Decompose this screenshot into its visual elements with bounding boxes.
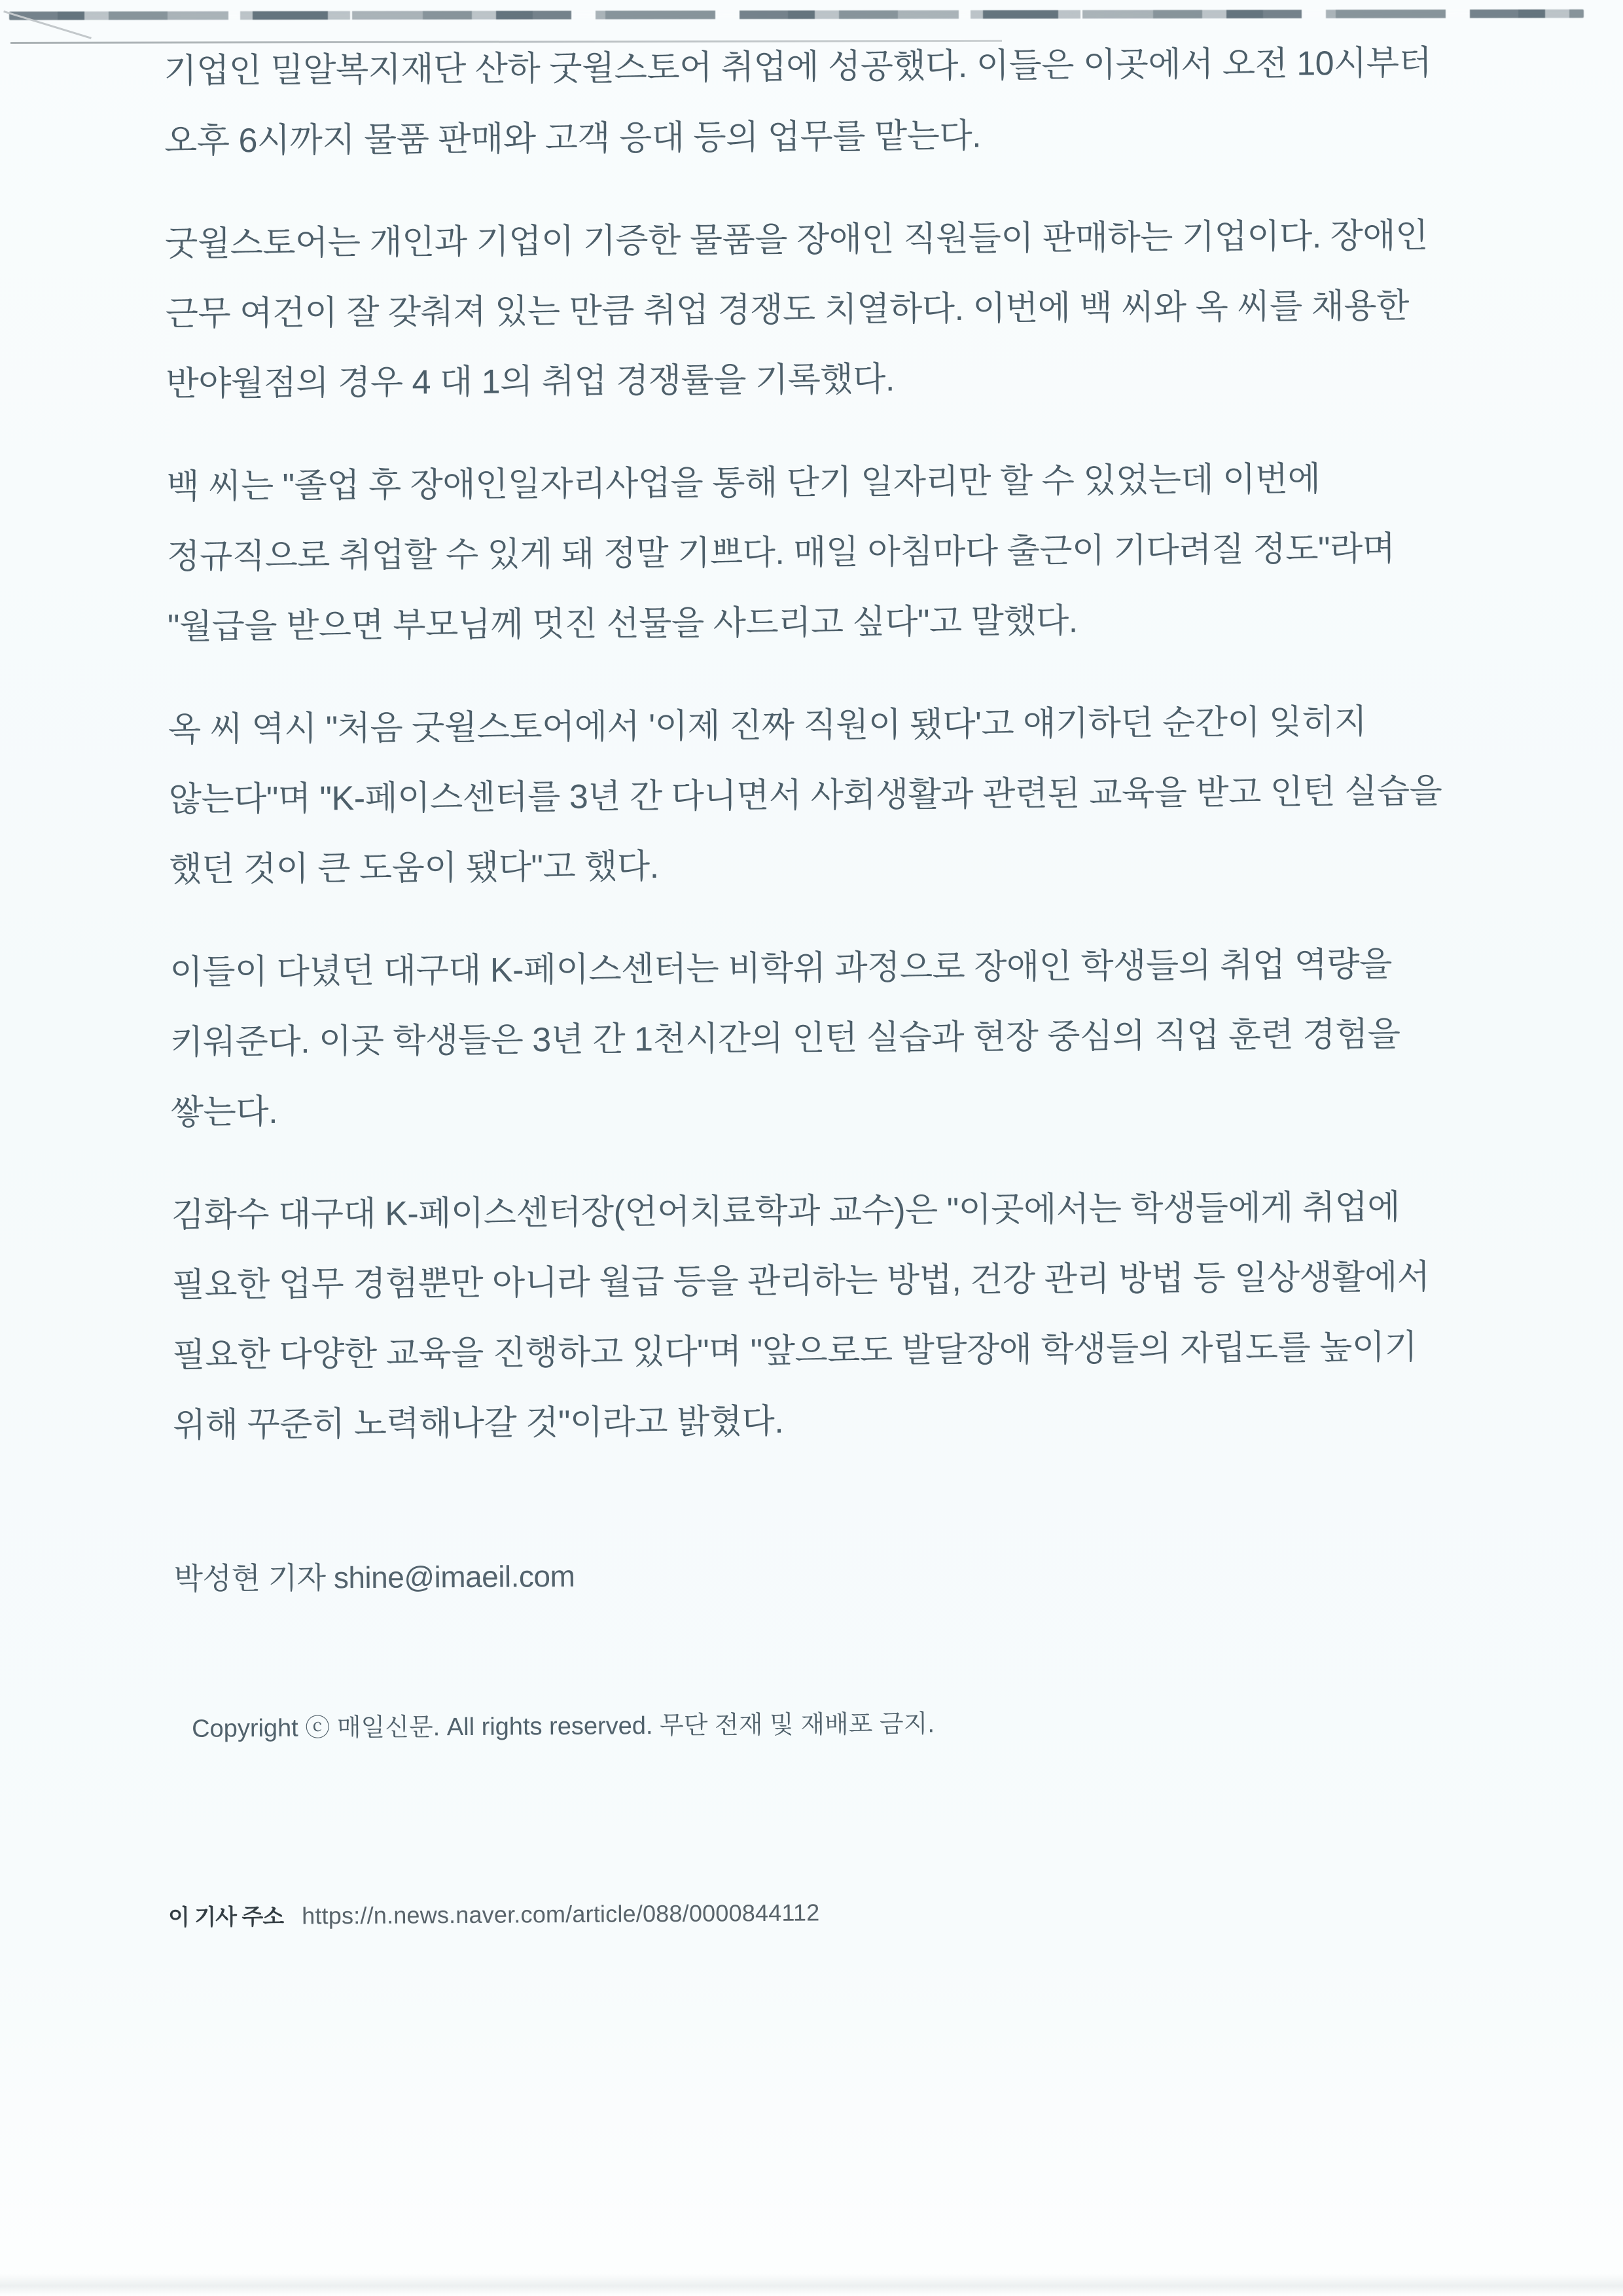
scan-artifact-bottom-edge [0, 2274, 1623, 2296]
article-paragraph: 기업인 밀알복지재단 산하 굿윌스토어 취업에 성공했다. 이들은 이곳에서 오전 10시부터 오후 6시까지 물품 판매와 고객 응대 등의 업무를 맡는다. [164, 44, 1432, 160]
article-url-row [168, 1891, 1482, 1931]
article-paragraph: 굿윌스토어는 개인과 기업이 기증한 물품을 장애인 직원들이 판매하는 기업이다. 장애인 근무 여건이 잘 갖춰져 있는 만큼 취업 경쟁도 치열하다. 이번에 백 씨와 옥 씨를 채용한 반야월점의 경우 4 대 1의 취업 경쟁률을 기록했다. [164, 217, 1429, 403]
copyright-notice: Copyright ⓒ 매일신문. All rights reserved. 무단 전재 및 재배포 금지. [192, 1710, 935, 1743]
article-url: https://n.news.naver.com/article/088/0000844112 [302, 1899, 820, 1929]
article-paragraph: 백 씨는 "졸업 후 장애인일자리사업을 통해 단기 일자리만 할 수 있었는데 이번에 정규직으로 취업할 수 있게 돼 정말 기쁘다. 매일 아침마다 출근이 기다려질 정도"라며 "월급을 받으면 부모님께 멋진 선물을 사드리고 싶다"고 말했다. [166, 460, 1395, 646]
reporter-name: 박성현 기자 [173, 1560, 326, 1596]
article-url-label: 이 기사 주소 [168, 1904, 284, 1931]
article-paragraph: 김화수 대구대 K-페이스센터장(언어치료학과 교수)은 "이곳에서는 학생들에게 취업에 필요한 업무 경험뿐만 아니라 월급 등을 관리하는 방법, 건강 관리 방법 등 일상생활에서 필요한 다양한 교육을 진행하고 있다"며 "앞으로도 발달장애 학생들의 자립도를 높이기 위해 꾸준히 노력해나갈 것"이라고 밝혔다. [171, 1188, 1430, 1444]
reporter-email: shine@imaeil.com [333, 1558, 575, 1595]
byline [173, 1551, 1479, 1598]
scan-artifact-cutoff-text-strip [9, 9, 1584, 20]
article-paragraph: 이들이 다녔던 대구대 K-페이스센터는 비학위 과정으로 장애인 학생들의 취업 역량을 키워준다. 이곳 학생들은 3년 간 1천시간의 인턴 실습과 현장 중심의 직업 훈련 경험을 쌓는다. [169, 945, 1400, 1132]
article-paragraph: 옥 씨 역시 "처음 굿윌스토어에서 '이제 진짜 직원이 됐다'고 얘기하던 순간이 잊히지 않는다"며 "K-페이스센터를 3년 간 다니면서 사회생활과 관련된 교육을 받고 인턴 실습을 했던 것이 큰 도움이 됐다"고 했다. [168, 702, 1442, 889]
article-body [164, 28, 1482, 1931]
